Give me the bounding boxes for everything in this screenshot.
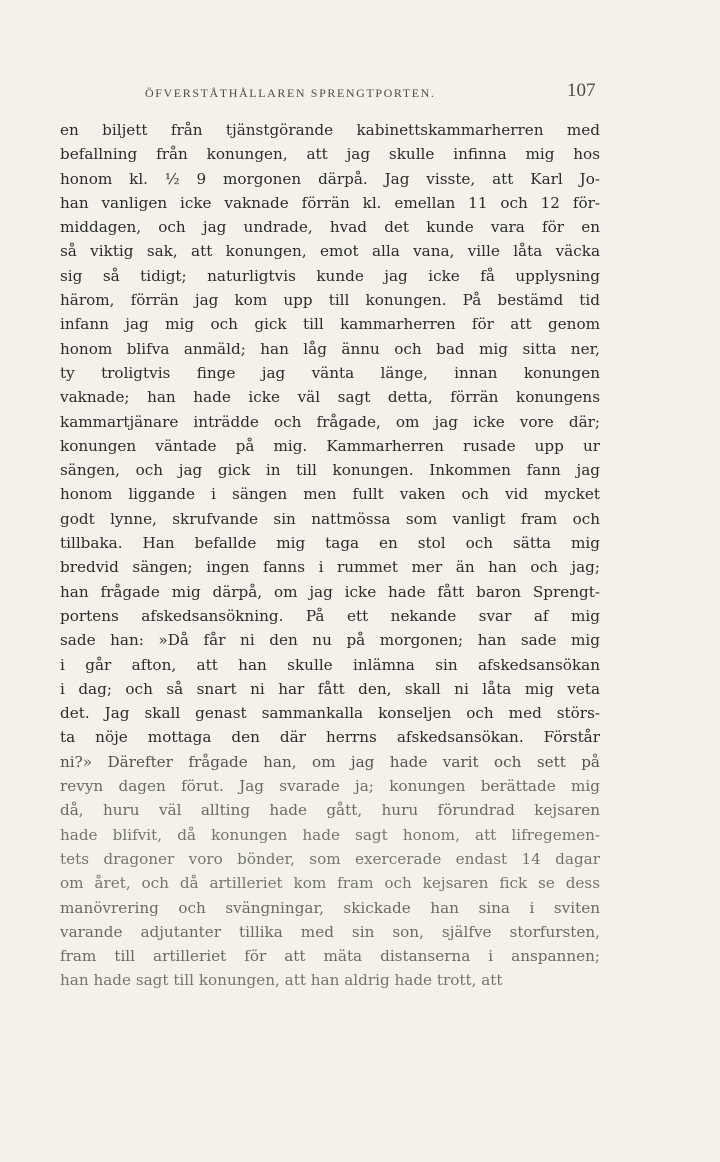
text-line: han hade sagt till konungen, att han aldrig hade trott, att xyxy=(60,971,503,990)
text-line: infann jag mig och gick till kammarherren för att genom xyxy=(60,315,600,334)
text-line: fram till artilleriet för att mäta distanserna i anspannen; xyxy=(60,947,600,966)
text-line: han frågade mig därpå, om jag icke hade fått baron Sprengt- xyxy=(60,582,600,601)
text-line: sig så tidigt; naturligtvis kunde jag icke få upplysning xyxy=(60,266,600,285)
body-text xyxy=(60,118,600,993)
text-line: i går afton, att han skulle inlämna sin afskedsansökan xyxy=(60,655,600,674)
page-number: 107 xyxy=(567,80,596,101)
text-line: kammartjänare inträdde och frågade, om jag icke vore där; xyxy=(60,412,600,431)
text-line: ta nöje mottaga den där herrns afskedsansökan. Förstår xyxy=(60,728,600,747)
text-line: manövrering och svängningar, skickade han sina i sviten xyxy=(60,898,600,917)
text-line: revyn dagen förut. Jag svarade ja; konungen berättade mig xyxy=(60,777,600,796)
text-line: honom blifva anmäld; han låg ännu och bad mig sitta ner, xyxy=(60,339,600,358)
running-head: ÖFVERSTÅTHÅLLAREN SPRENGTPORTEN. xyxy=(145,86,436,100)
text-line: befallning från konungen, att jag skulle infinna mig hos xyxy=(60,145,600,164)
text-line: sängen, och jag gick in till konungen. Inkommen fann jag xyxy=(60,461,600,480)
text-line: hade blifvit, då konungen hade sagt honom, att lifregemen- xyxy=(60,825,600,844)
text-line: tets dragoner voro bönder, som exercerade endast 14 dagar xyxy=(60,849,600,868)
text-line: godt lynne, skrufvande sin nattmössa som vanligt fram och xyxy=(60,509,600,528)
text-line: tillbaka. Han befallde mig taga en stol och sätta mig xyxy=(60,534,600,553)
text-line: han vanligen icke vaknade förrän kl. emellan 11 och 12 för- xyxy=(60,193,600,212)
text-line: portens afskedsansökning. På ett nekande svar af mig xyxy=(60,606,600,625)
text-line: så viktig sak, att konungen, emot alla vana, ville låta väcka xyxy=(60,242,600,261)
text-line: vaknade; han hade icke väl sagt detta, förrän konungens xyxy=(60,388,600,407)
text-line: det. Jag skall genast sammankalla konseljen och med störs- xyxy=(60,704,600,723)
text-line: då, huru väl allting hade gått, huru förundrad kejsaren xyxy=(60,801,600,820)
text-line: sade han: »Då får ni den nu på morgonen; han sade mig xyxy=(60,631,600,650)
text-line: bredvid sängen; ingen fanns i rummet mer än han och jag; xyxy=(60,558,600,577)
text-line: en biljett från tjänstgörande kabinettskammarherren med xyxy=(60,121,600,139)
text-line: varande adjutanter tillika med sin son, själfve storfursten, xyxy=(60,922,600,941)
text-line: i dag; och så snart ni har fått den, skall ni låta mig veta xyxy=(60,679,600,698)
text-line: om året, och då artilleriet kom fram och kejsaren fick se dess xyxy=(60,874,600,893)
text-line: konungen väntade på mig. Kammarherren rusade upp ur xyxy=(60,436,600,455)
text-line: middagen, och jag undrade, hvad det kunde vara för en xyxy=(60,218,600,237)
text-line: ni?» Därefter frågade han, om jag hade varit och sett på xyxy=(60,752,600,771)
text-line: honom liggande i sängen men fullt vaken och vid mycket xyxy=(60,485,600,504)
text-line: ty troligtvis finge jag vänta länge, innan konungen xyxy=(60,363,600,382)
text-line: härom, förrän jag kom upp till konungen. På bestämd tid xyxy=(60,291,600,310)
text-line: honom kl. ½ 9 morgonen därpå. Jag visste, att Karl Jo- xyxy=(60,169,600,188)
